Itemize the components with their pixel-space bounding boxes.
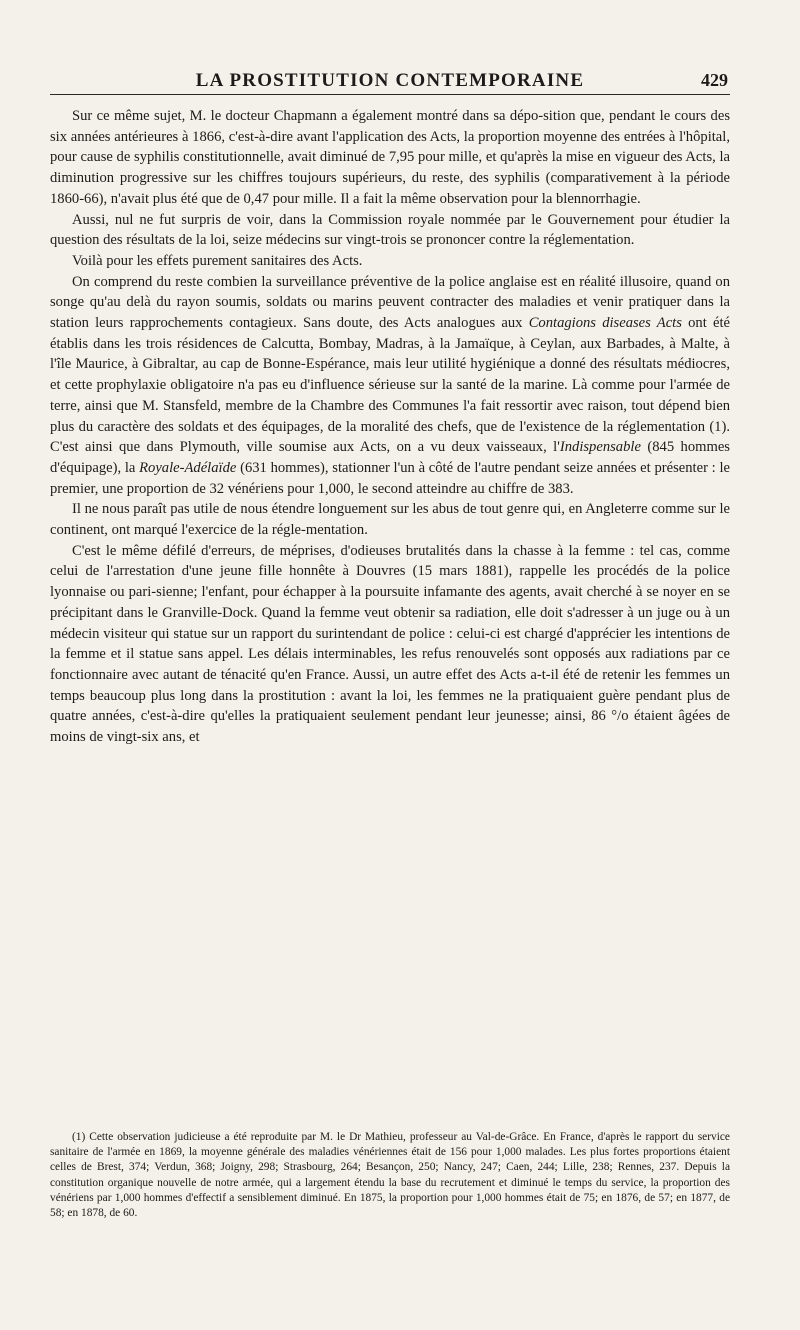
paragraph-2: Aussi, nul ne fut surpris de voir, dans la Commission royale nommée par le Gouvernement pour étudier la question des résultats de la loi, seize médecins sur vingt-trois se prononcer contre la réglementation. <box>50 211 730 249</box>
page-number: 429 <box>701 70 728 90</box>
footnotes <box>50 1130 730 1221</box>
indispensable-ship-name: Indispensable <box>559 439 641 456</box>
page-header <box>50 64 730 95</box>
footnote-1: (1) Cette observation judicieuse a été reproduite par M. le Dr Mathieu, professeur au Val-de-Grâce. En France, d'après le rapport du service sanitaire de l'armée en 1869, la moyenne générale des maladies vénériennes était de 156 pour 1,000 malades. Les plus fortes proportions étaient celles de Brest, 374; Verdun, 368; Joigny, 298; Strasbourg, 264; Besançon, 250; Nancy, 247; Caen, 244; Lille, 238; Rennes, 237. Depuis la constitution organique nouvelle de notre armée, qui a largement étendu la base du recrutement et diminué le temps du service, la proportion des vénériens par 1,000 hommes d'effectif a sensiblement diminué. En 1875, la proportion pour 1,000 hommes était de 75; en 1876, de 57; en 1877, de 58; en 1878, de 60. <box>50 1131 730 1220</box>
body-text <box>50 106 730 748</box>
paragraph-4-part-c: (845 hommes d'équipage), la <box>50 439 730 476</box>
paragraph-4-part-b: ont été établis dans les trois résidences de Calcutta, Bombay, Madras, à la Jamaïque, à Ceylan, aux Barbades, à Malte, à l'île Maurice, à Gibraltar, au cap de Bonne-Espérance, mais leur utilité hygiénique a donné des résultats médiocres, et cette prophylaxie obligatoire n'a pas eu d'influence sérieuse sur la santé de la marine. Là comme pour l'armée de terre, ainsi que M. Stansfeld, membre de la Chambre des Communes l'a fait ressortir avec raison, tout dépend bien plus du caractère des soldats et des équipages, de la moralité des chefs, que de l'existence de la réglementation (1). C'est ainsi que dans Plymouth, ville soumise aux Acts, on a vu deux vaisseaux, l' <box>50 315 730 456</box>
contagious-diseases-acts-italic: Contagions diseases Acts <box>528 315 682 332</box>
paragraph-4 <box>50 272 730 500</box>
paragraph-3: Voilà pour les effets purement sanitaires des Acts. <box>72 252 363 269</box>
paragraph-4-part-a: On comprend du reste combien la surveillance préventive de la police anglaise est en réalité illusoire, quand on songe qu'au delà du rayon soumis, soldats ou marins peuvent contracter des maladies et venir pratiquer dans la station leurs rapprochements contagieux. Sans doute, des Acts analogues aux <box>50 273 730 332</box>
paragraph-1: Sur ce même sujet, M. le docteur Chapmann a également montré dans sa dépo-sition que, pendant le cours des six années antérieures à 1866, c'est-à-dire avant l'application des Acts, la proportion moyenne des entrées à l'hôpital, pour cause de syphilis constitutionnelle, avait diminué de 7,95 pour mille, et qu'après la mise en vigueur des Acts, la diminution progressive sur les chiffres toujours supérieurs, du reste, des syphilis (comparativement à la période 1860-66), n'avait plus été que de 0,47 pour mille. Il a fait la même observation pour la blennorrhagie. <box>50 108 730 207</box>
paragraph-6: C'est le même défilé d'erreurs, de méprises, d'odieuses brutalités dans la chasse à la femme : tel cas, comme celui de l'arrestation d'une jeune fille honnête à Douvres (15 mars 1881), rappelle les procédés de la police lyonnaise ou pari-sienne; l'enfant, pour échapper à la poursuite infamante des agents, avait cherché à se noyer en se précipitant dans le Granville-Dock. Quand la femme veut obtenir sa radiation, elle doit s'adresser à un juge ou à un médecin visiteur qui statue sur un rapport du surintendant de police : celui-ci est chargé d'apprécier les intentions de la femme et il statue sans appel. Les délais interminables, les refus renouvelés sont opposés aux radiations par ce fonctionnaire avec autant de ténacité qu'en France. Aussi, un autre effet des Acts a-t-il été de retenir les femmes un temps beaucoup plus long dans la prostitution : avant la loi, les femmes ne la pratiquaient guère pendant plus de quatre années, c'est-à-dire qu'elles la pratiquaient seulement pendant leur jeunesse; ainsi, 86 °/o étaient âgées de moins de vingt-six ans, et <box>50 542 730 746</box>
paragraph-5: Il ne nous paraît pas utile de nous étendre longuement sur les abus de tout genre qui, en Angleterre comme sur le continent, ont marqué l'exercice de la régle-mentation. <box>50 501 730 539</box>
royale-adelaide-ship-name: Royale-Adélaïde <box>139 459 237 476</box>
book-page <box>50 0 730 1330</box>
running-title: LA PROSTITUTION CONTEMPORAINE <box>195 70 585 91</box>
paragraph-4-part-d: (631 hommes), stationner l'un à côté de l'autre pendant seize années et présenter : le premier, une proportion de 32 vénériens pour 1,000, le second atteindre au chiffre de 383. <box>50 459 730 497</box>
